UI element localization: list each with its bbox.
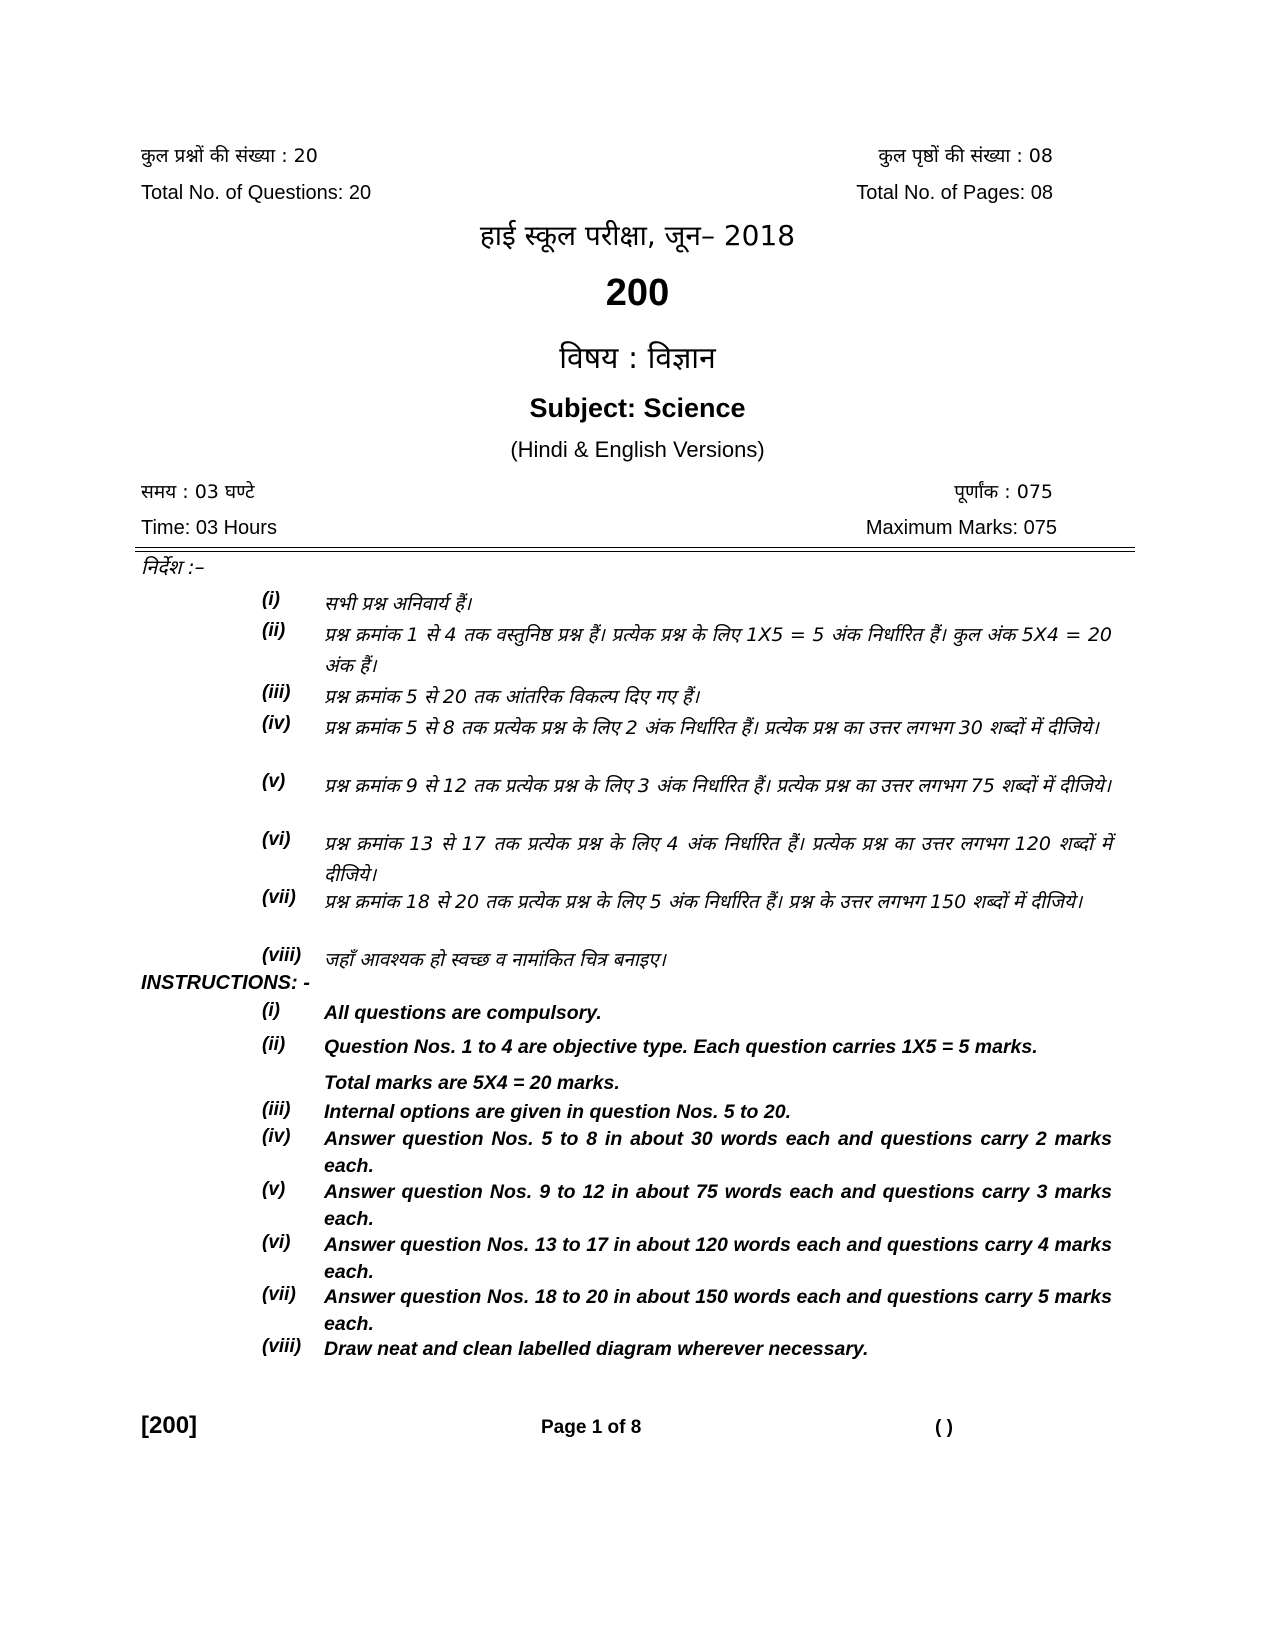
- time-hindi: समय : 03 घण्टे: [141, 481, 255, 503]
- total-questions-english: Total No. of Questions: 20: [141, 182, 372, 204]
- footer-page-number: Page 1 of 8: [541, 1417, 642, 1438]
- paper-code: 200: [605, 272, 670, 314]
- divider-line: [135, 551, 1135, 552]
- versions-note: (Hindi & English Versions): [510, 437, 765, 462]
- subject-hindi: विषय : विज्ञान: [559, 341, 716, 376]
- hindi-instructions-heading: निर्देश :–: [141, 555, 205, 579]
- english-instructions-heading: INSTRUCTIONS: -: [141, 972, 310, 994]
- subject-english: Subject: Science: [529, 393, 746, 423]
- total-pages-english: Total No. of Pages: 08: [856, 182, 1053, 204]
- max-marks-hindi: पूर्णांक : 075: [954, 481, 1053, 503]
- total-pages-hindi: कुल पृष्ठों की संख्या : 08: [878, 145, 1053, 167]
- footer-code: [200]: [141, 1412, 198, 1439]
- exam-title: हाई स्कूल परीक्षा, जून– 2018: [479, 219, 796, 252]
- max-marks-english: Maximum Marks: 075: [865, 517, 1057, 539]
- divider-line: [135, 547, 1135, 548]
- footer-blank: ( ): [935, 1417, 953, 1438]
- time-english: Time: 03 Hours: [141, 517, 277, 539]
- total-questions-hindi: कुल प्रश्नों की संख्या : 20: [141, 145, 318, 167]
